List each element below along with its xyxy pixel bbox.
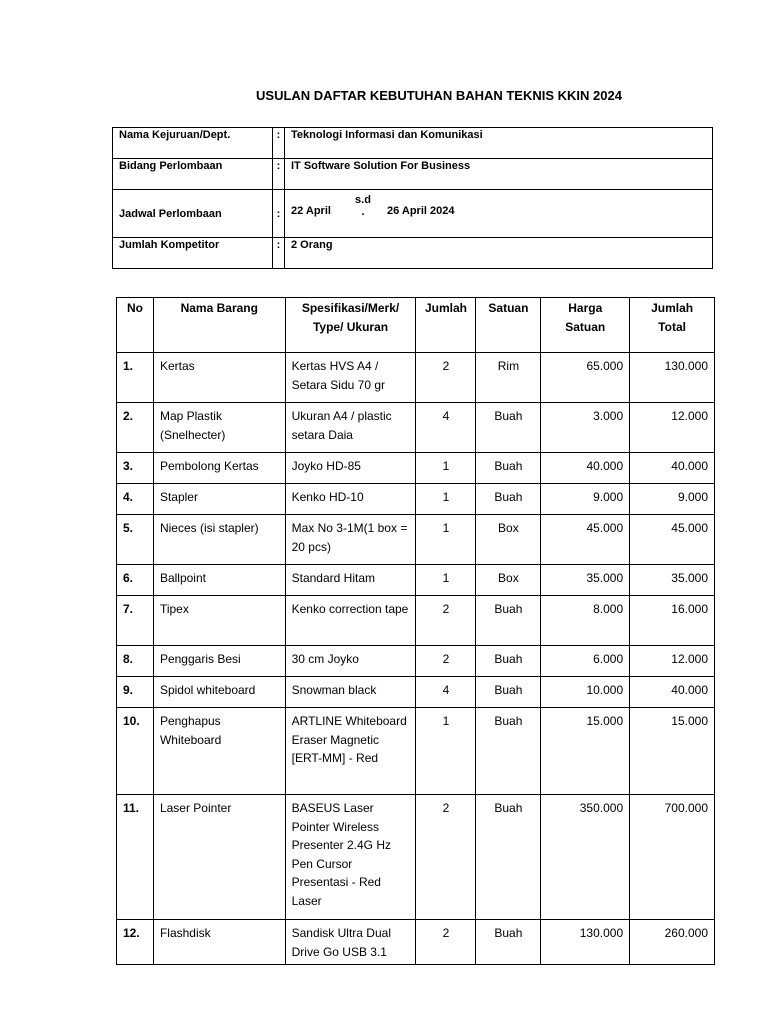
item-specification: Sandisk Ultra Dual Drive Go USB 3.1 — [285, 920, 416, 965]
item-unit: Buah — [476, 403, 541, 453]
item-name: Tipex — [153, 596, 285, 646]
table-row — [117, 403, 715, 453]
info-value-schedule — [285, 190, 713, 238]
table-row — [117, 453, 715, 484]
item-number: 6. — [117, 565, 154, 596]
item-number: 3. — [117, 453, 154, 484]
item-total: 35.000 — [630, 565, 715, 596]
item-unit: Buah — [476, 795, 541, 920]
header-unit-price: Harga Satuan — [541, 298, 630, 353]
header-unit: Satuan — [476, 298, 541, 353]
info-value: IT Software Solution For Business — [285, 159, 713, 190]
table-row — [117, 795, 715, 920]
item-number: 7. — [117, 596, 154, 646]
item-number: 9. — [117, 677, 154, 708]
item-unit: Buah — [476, 596, 541, 646]
info-label: Jumlah Kompetitor — [113, 238, 273, 269]
materials-table-body — [117, 353, 715, 965]
item-name: Spidol whiteboard — [153, 677, 285, 708]
header-item-name: Nama Barang — [153, 298, 285, 353]
item-number: 11. — [117, 795, 154, 920]
item-unit-price: 10.000 — [541, 677, 630, 708]
item-total: 260.000 — [630, 920, 715, 965]
item-quantity: 1 — [416, 565, 476, 596]
item-unit: Buah — [476, 484, 541, 515]
item-specification: Ukuran A4 / plastic setara Daia — [285, 403, 416, 453]
item-total: 40.000 — [630, 677, 715, 708]
table-row — [117, 708, 715, 795]
materials-table — [116, 297, 715, 965]
table-row — [117, 565, 715, 596]
header-specification: Spesifikasi/Merk/ Type/ Ukuran — [285, 298, 416, 353]
item-name: Penghapus Whiteboard — [153, 708, 285, 795]
item-unit: Buah — [476, 453, 541, 484]
item-number: 4. — [117, 484, 154, 515]
item-specification: Standard Hitam — [285, 565, 416, 596]
item-quantity: 4 — [416, 677, 476, 708]
item-unit-price: 45.000 — [541, 515, 630, 565]
schedule-start: 22 April — [291, 204, 331, 217]
item-total: 40.000 — [630, 453, 715, 484]
item-unit-price: 130.000 — [541, 920, 630, 965]
item-quantity: 2 — [416, 646, 476, 677]
item-unit-price: 65.000 — [541, 353, 630, 403]
item-unit-price: 3.000 — [541, 403, 630, 453]
item-specification: Kenko correction tape — [285, 596, 416, 646]
item-unit-price: 350.000 — [541, 795, 630, 920]
info-colon: : — [273, 159, 285, 190]
item-specification: Joyko HD-85 — [285, 453, 416, 484]
item-quantity: 1 — [416, 515, 476, 565]
item-specification: 30 cm Joyko — [285, 646, 416, 677]
item-number: 10. — [117, 708, 154, 795]
schedule-end: 26 April 2024 — [387, 204, 455, 217]
item-name: Stapler — [153, 484, 285, 515]
item-unit-price: 6.000 — [541, 646, 630, 677]
item-number: 1. — [117, 353, 154, 403]
item-total: 12.000 — [630, 403, 715, 453]
item-unit-price: 40.000 — [541, 453, 630, 484]
item-specification: Kenko HD-10 — [285, 484, 416, 515]
item-number: 12. — [117, 920, 154, 965]
info-row-schedule — [113, 190, 713, 238]
item-unit-price: 9.000 — [541, 484, 630, 515]
item-specification: Kertas HVS A4 / Setara Sidu 70 gr — [285, 353, 416, 403]
item-specification: Snowman black — [285, 677, 416, 708]
info-row-competition-field — [113, 159, 713, 190]
table-row — [117, 596, 715, 646]
item-name: Map Plastik (Snelhecter) — [153, 403, 285, 453]
item-quantity: 2 — [416, 795, 476, 920]
item-unit: Buah — [476, 677, 541, 708]
item-name: Pembolong Kertas — [153, 453, 285, 484]
item-total: 12.000 — [630, 646, 715, 677]
item-name: Flashdisk — [153, 920, 285, 965]
item-total: 45.000 — [630, 515, 715, 565]
item-total: 130.000 — [630, 353, 715, 403]
table-row — [117, 353, 715, 403]
item-unit: Rim — [476, 353, 541, 403]
info-label: Nama Kejuruan/Dept. — [113, 128, 273, 159]
item-number: 8. — [117, 646, 154, 677]
item-specification: Max No 3-1M(1 box = 20 pcs) — [285, 515, 416, 565]
schedule-separator-dot: . — [361, 205, 365, 218]
item-total: 700.000 — [630, 795, 715, 920]
schedule-separator — [353, 194, 373, 218]
item-name: Penggaris Besi — [153, 646, 285, 677]
item-unit: Buah — [476, 708, 541, 795]
item-unit-price: 15.000 — [541, 708, 630, 795]
item-name: Laser Pointer — [153, 795, 285, 920]
info-label: Jadwal Perlombaan — [113, 190, 273, 238]
table-row — [117, 515, 715, 565]
item-quantity: 2 — [416, 596, 476, 646]
item-quantity: 4 — [416, 403, 476, 453]
item-total: 9.000 — [630, 484, 715, 515]
item-number: 5. — [117, 515, 154, 565]
info-colon: : — [273, 238, 285, 269]
item-name: Kertas — [153, 353, 285, 403]
item-quantity: 2 — [416, 920, 476, 965]
header-total: Jumlah Total — [630, 298, 715, 353]
info-value: Teknologi Informasi dan Komunikasi — [285, 128, 713, 159]
item-quantity: 1 — [416, 484, 476, 515]
item-unit: Box — [476, 515, 541, 565]
item-quantity: 1 — [416, 453, 476, 484]
item-specification: ARTLINE Whiteboard Eraser Magnetic [ERT-MM] - Red — [285, 708, 416, 795]
item-unit-price: 8.000 — [541, 596, 630, 646]
info-row-competitors — [113, 238, 713, 269]
item-unit: Box — [476, 565, 541, 596]
item-specification: BASEUS Laser Pointer Wireless Presenter 2.4G Hz Pen Cursor Presentasi - Red Laser — [285, 795, 416, 920]
info-label: Bidang Perlombaan — [113, 159, 273, 190]
info-colon: : — [273, 190, 285, 238]
item-number: 2. — [117, 403, 154, 453]
item-name: Nieces (isi stapler) — [153, 515, 285, 565]
item-quantity: 1 — [416, 708, 476, 795]
table-header-row — [117, 298, 715, 353]
document-title: USULAN DAFTAR KEBUTUHAN BAHAN TEKNIS KKIN 2024 — [256, 88, 622, 103]
item-unit-price: 35.000 — [541, 565, 630, 596]
item-unit: Buah — [476, 646, 541, 677]
schedule-separator-text: s.d — [355, 193, 371, 206]
item-name: Ballpoint — [153, 565, 285, 596]
info-row-department — [113, 128, 713, 159]
item-total: 16.000 — [630, 596, 715, 646]
info-colon: : — [273, 128, 285, 159]
header-quantity: Jumlah — [416, 298, 476, 353]
table-row — [117, 677, 715, 708]
item-quantity: 2 — [416, 353, 476, 403]
info-value: 2 Orang — [285, 238, 713, 269]
table-row — [117, 646, 715, 677]
table-row — [117, 920, 715, 965]
header-no: No — [117, 298, 154, 353]
table-row — [117, 484, 715, 515]
competition-info-table — [112, 127, 713, 269]
item-total: 15.000 — [630, 708, 715, 795]
item-unit: Buah — [476, 920, 541, 965]
